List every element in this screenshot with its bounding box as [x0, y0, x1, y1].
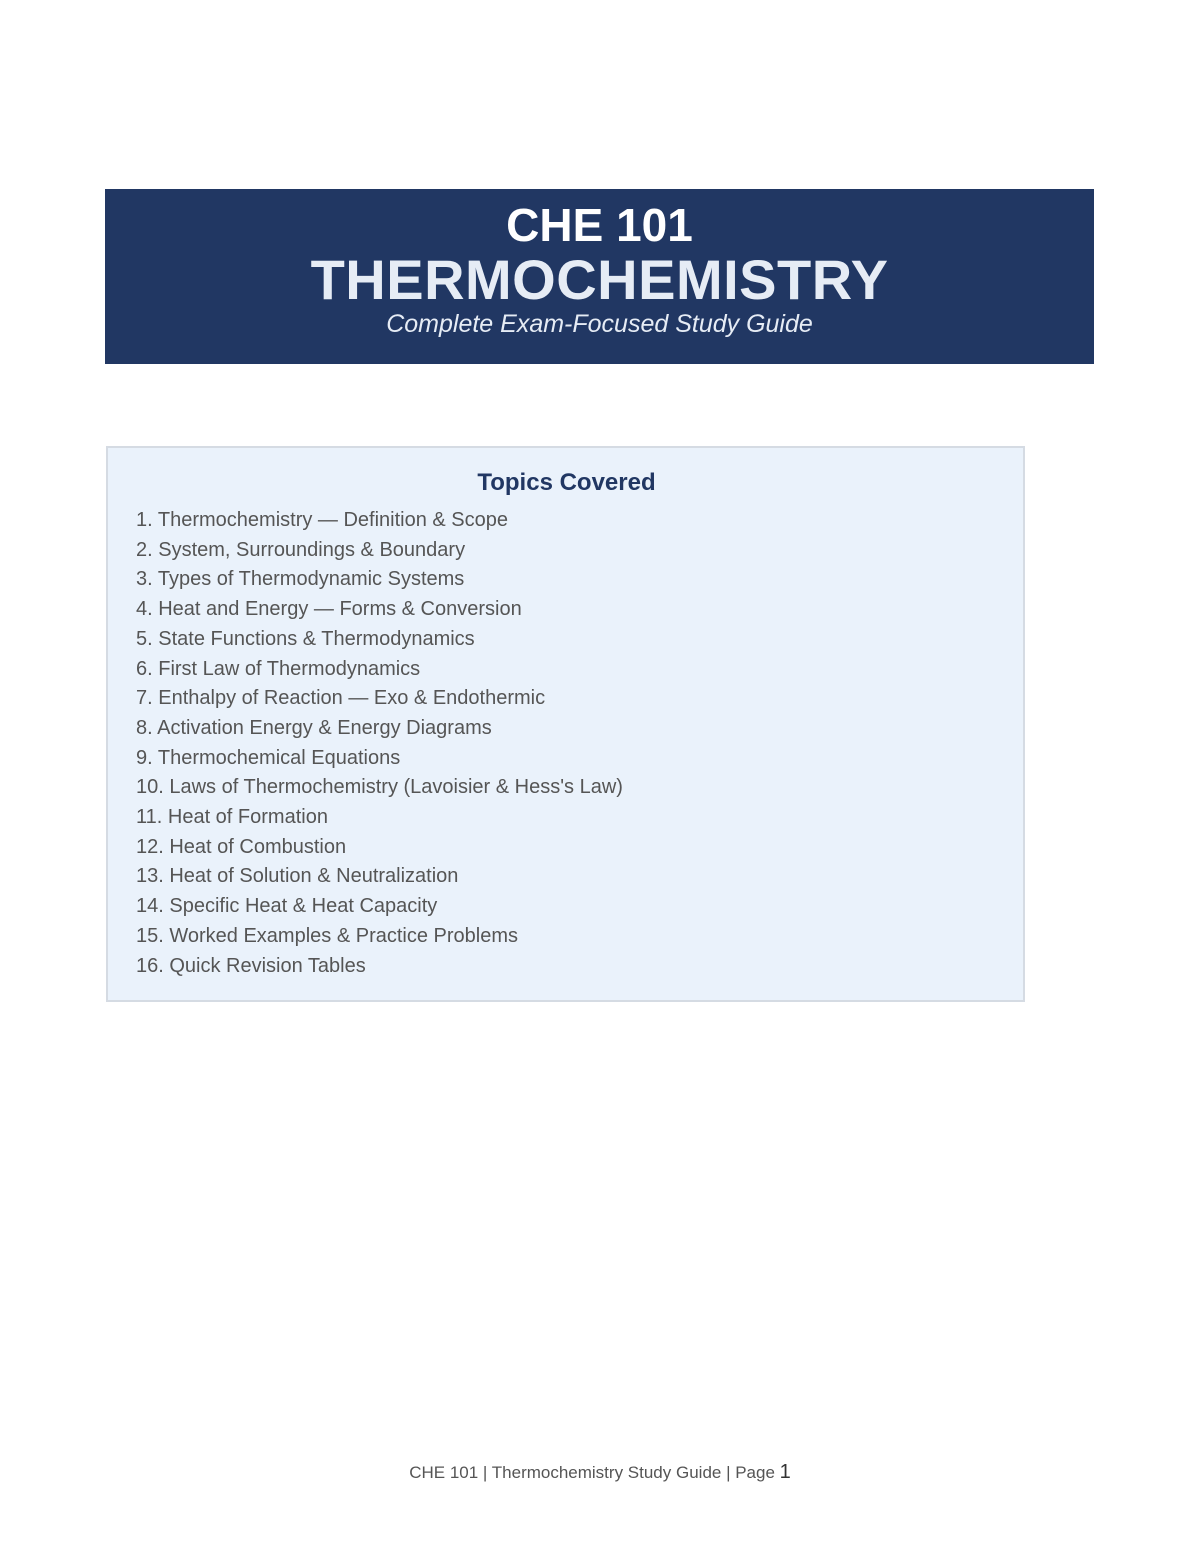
document-title: THERMOCHEMISTRY — [310, 248, 889, 311]
footer-text: CHE 101 | Thermochemistry Study Guide | Page — [409, 1463, 780, 1482]
topic-item: 10. Laws of Thermochemistry (Lavoisier & Hess's Law) — [136, 776, 623, 799]
topic-item: 13. Heat of Solution & Neutralization — [136, 865, 459, 888]
topic-item: 16. Quick Revision Tables — [136, 954, 366, 977]
topic-item: 3. Types of Thermodynamic Systems — [136, 568, 465, 591]
topic-item: 4. Heat and Energy — Forms & Conversion — [136, 598, 522, 621]
topic-item: 11. Heat of Formation — [136, 806, 328, 829]
topic-item: 7. Enthalpy of Reaction — Exo & Endothermic — [136, 687, 546, 710]
topic-item: 9. Thermochemical Equations — [136, 746, 401, 769]
document-subtitle: Complete Exam-Focused Study Guide — [386, 310, 813, 338]
title-banner — [105, 189, 1094, 364]
topic-item: 2. System, Surroundings & Boundary — [136, 538, 466, 561]
topic-item: 14. Specific Heat & Heat Capacity — [136, 895, 438, 918]
topic-item: 15. Worked Examples & Practice Problems — [136, 924, 519, 947]
topic-item: 6. First Law of Thermodynamics — [136, 657, 421, 680]
topics-list — [136, 506, 623, 981]
topic-item: 1. Thermochemistry — Definition & Scope — [136, 509, 509, 531]
topic-item: 5. State Functions & Thermodynamics — [136, 627, 475, 650]
topics-covered-box — [106, 446, 1025, 1002]
topic-item: 8. Activation Energy & Energy Diagrams — [136, 716, 492, 739]
page-footer — [0, 1460, 1200, 1485]
topics-heading: Topics Covered — [477, 469, 656, 496]
course-code: CHE 101 — [506, 199, 693, 251]
page-number: 1 — [779, 1461, 791, 1483]
topic-item: 12. Heat of Combustion — [136, 835, 347, 858]
